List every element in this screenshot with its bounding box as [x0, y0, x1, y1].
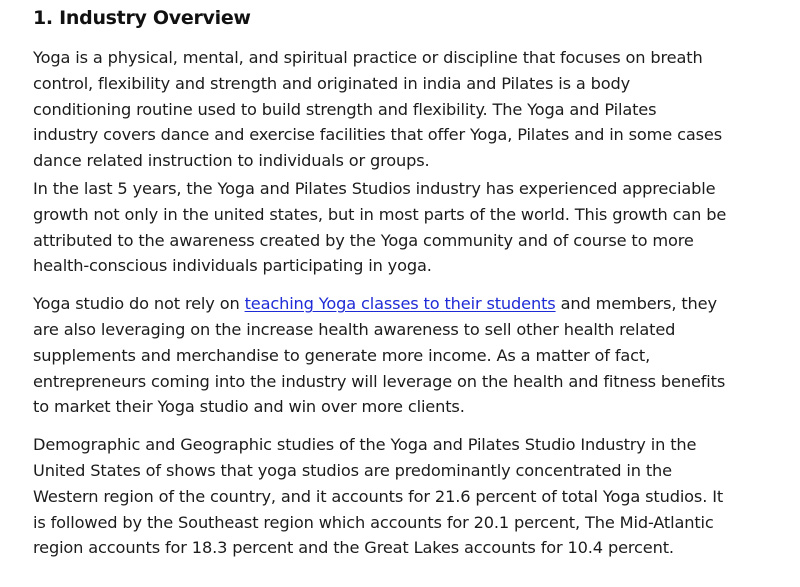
text-line: is followed by the Southeast region which accounts for 20.1 percent, The Mid-Atlantic — [33, 512, 714, 532]
text-line: are also leveraging on the increase health awareness to sell other health related — [33, 319, 676, 339]
text-line — [33, 291, 778, 317]
text-segment: and members, they — [555, 294, 717, 314]
text-line: Western region of the country, and it accounts for 21.6 percent of total Yoga studios. It — [33, 486, 724, 506]
text-line: Yoga is a physical, mental, and spiritual practice or discipline that focuses on breath — [33, 48, 703, 67]
text-line: to market their Yoga studio and win over more clients. — [33, 397, 465, 417]
paragraph-industry-growth — [33, 176, 778, 279]
text-line: conditioning routine used to build strength and flexibility. The Yoga and Pilates — [33, 99, 657, 119]
text-line: industry covers dance and exercise facilities that offer Yoga, Pilates and in some cases — [33, 125, 723, 145]
text-line: dance related instruction to individuals or groups. — [33, 151, 430, 171]
article — [33, 0, 778, 561]
text-line: Demographic and Geographic studies of the Yoga and Pilates Studio Industry in the — [33, 435, 697, 455]
text-line: In the last 5 years, the Yoga and Pilates Studios industry has experienced appreciable — [33, 178, 716, 198]
text-line: entrepreneurs coming into the industry will leverage on the health and fitness benefits — [33, 371, 726, 391]
paragraph-demographics — [33, 432, 778, 561]
text-line: United States of shows that yoga studios are predominantly concentrated in the — [33, 460, 672, 480]
section-heading: 1. Industry Overview — [33, 7, 251, 29]
paragraph-studio-revenue — [33, 291, 778, 420]
text-line: health-conscious individuals participating in yoga. — [33, 256, 432, 276]
text-line: growth not only in the united states, but in most parts of the world. This growth can be — [33, 204, 727, 224]
text-line: control, flexibility and strength and originated in india and Pilates is a body — [33, 73, 631, 93]
paragraph-industry-definition — [33, 45, 778, 174]
text-line: region accounts for 18.3 percent and the Great Lakes accounts for 10.4 percent. — [33, 538, 674, 558]
text-line: attributed to the awareness created by the Yoga community and of course to more — [33, 230, 694, 250]
text-segment: Yoga studio do not rely on — [33, 294, 245, 314]
text-line: supplements and merchandise to generate more income. As a matter of fact, — [33, 345, 651, 365]
teaching-yoga-classes-link[interactable]: teaching Yoga classes to their students — [244, 294, 556, 314]
